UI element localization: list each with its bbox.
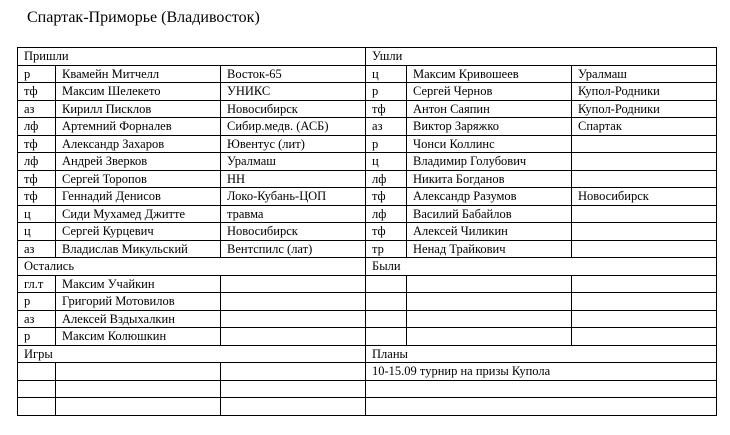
section-header-row [18, 345, 717, 363]
transfer-row [18, 223, 717, 241]
games-cell [221, 398, 366, 416]
games-cell [18, 380, 56, 398]
player-name-cell: Василий Бабайлов [407, 205, 572, 223]
club-cell [572, 310, 717, 328]
club-cell [572, 328, 717, 346]
club-cell: Уралмаш [221, 153, 366, 171]
position-cell: ц [366, 153, 407, 171]
position-cell: тф [18, 83, 56, 101]
player-name-cell: Алексей Чиликин [407, 223, 572, 241]
player-name-cell: Александр Разумов [407, 188, 572, 206]
position-cell [366, 310, 407, 328]
transfer-row [18, 83, 717, 101]
club-cell [572, 153, 717, 171]
player-name-cell: Геннадий Денисов [56, 188, 221, 206]
club-cell: Сибир.медв. (АСБ) [221, 118, 366, 136]
player-name-cell: Григорий Мотовилов [56, 293, 221, 311]
player-name-cell: Квамейн Митчелл [56, 65, 221, 83]
position-cell [366, 275, 407, 293]
player-name-cell: Владимир Голубович [407, 153, 572, 171]
position-cell: тф [366, 100, 407, 118]
position-cell: лф [18, 153, 56, 171]
transfer-row [18, 240, 717, 258]
club-cell [572, 275, 717, 293]
player-name-cell: Александр Захаров [56, 135, 221, 153]
player-name-cell: Владислав Микульский [56, 240, 221, 258]
position-cell: тф [18, 170, 56, 188]
player-name-cell: Антон Саяпин [407, 100, 572, 118]
games-cell [56, 398, 221, 416]
roster-row [18, 275, 717, 293]
player-name-cell: Алексей Вздыхалкин [56, 310, 221, 328]
plan-item [366, 398, 717, 416]
player-name-cell [407, 293, 572, 311]
club-cell [572, 293, 717, 311]
club-cell [221, 275, 366, 293]
position-cell: аз [366, 118, 407, 136]
section-header-were: Были [366, 258, 717, 276]
club-cell [221, 328, 366, 346]
club-cell [572, 240, 717, 258]
transfer-row [18, 118, 717, 136]
club-cell: Локо-Кубань-ЦОП [221, 188, 366, 206]
transfer-row [18, 170, 717, 188]
club-cell: Купол-Родники [572, 100, 717, 118]
transfer-row [18, 153, 717, 171]
position-cell: р [18, 328, 56, 346]
games-cell [18, 363, 56, 381]
player-name-cell: Максим Кривошеев [407, 65, 572, 83]
transfer-row [18, 135, 717, 153]
club-cell: Уралмаш [572, 65, 717, 83]
position-cell: тр [366, 240, 407, 258]
club-cell [572, 223, 717, 241]
position-cell: р [18, 293, 56, 311]
club-cell [572, 170, 717, 188]
position-cell: р [366, 135, 407, 153]
club-cell: Восток-65 [221, 65, 366, 83]
section-header-row [18, 258, 717, 276]
club-cell: Спартак [572, 118, 717, 136]
position-cell: гл.т [18, 275, 56, 293]
roster-row [18, 310, 717, 328]
player-name-cell: Андрей Зверков [56, 153, 221, 171]
games-cell [18, 398, 56, 416]
club-cell: УНИКС [221, 83, 366, 101]
position-cell: лф [18, 118, 56, 136]
section-header-row [18, 48, 717, 66]
player-name-cell: Ненад Трайкович [407, 240, 572, 258]
position-cell: лф [366, 170, 407, 188]
position-cell: тф [18, 135, 56, 153]
games-cell [221, 363, 366, 381]
club-cell: травма [221, 205, 366, 223]
player-name-cell: Максим Шелекето [56, 83, 221, 101]
position-cell: аз [18, 100, 56, 118]
position-cell: лф [366, 205, 407, 223]
position-cell: аз [18, 240, 56, 258]
plan-item [366, 380, 717, 398]
section-header-arrived: Пришли [18, 48, 366, 66]
plans-row [18, 380, 717, 398]
section-header-plans: Планы [366, 345, 717, 363]
position-cell: тф [18, 188, 56, 206]
roster-table [17, 47, 717, 416]
section-header-stayed: Остались [18, 258, 366, 276]
roster-row [18, 293, 717, 311]
transfer-row [18, 100, 717, 118]
player-name-cell: Кирилл Писклов [56, 100, 221, 118]
games-cell [56, 363, 221, 381]
player-name-cell: Сергей Курцевич [56, 223, 221, 241]
player-name-cell [407, 328, 572, 346]
club-cell [572, 135, 717, 153]
transfer-row [18, 188, 717, 206]
plans-row [18, 398, 717, 416]
position-cell: аз [18, 310, 56, 328]
section-header-games: Игры [18, 345, 366, 363]
player-name-cell: Сергей Чернов [407, 83, 572, 101]
position-cell: тф [366, 188, 407, 206]
player-name-cell: Артемний Форналев [56, 118, 221, 136]
position-cell: тф [366, 223, 407, 241]
games-cell [221, 380, 366, 398]
club-cell [221, 310, 366, 328]
player-name-cell: Максим Колюшкин [56, 328, 221, 346]
player-name-cell: Чонси Коллинс [407, 135, 572, 153]
position-cell: ц [18, 205, 56, 223]
club-cell: Купол-Родники [572, 83, 717, 101]
player-name-cell [407, 275, 572, 293]
position-cell: ц [18, 223, 56, 241]
club-cell: Новосибирск [221, 100, 366, 118]
section-header-left: Ушли [366, 48, 717, 66]
club-cell: Новосибирск [221, 223, 366, 241]
club-cell: Вентспилс (лат) [221, 240, 366, 258]
roster-row [18, 328, 717, 346]
plan-item: 10-15.09 турнир на призы Купола [366, 363, 717, 381]
position-cell [366, 328, 407, 346]
player-name-cell: Никита Богданов [407, 170, 572, 188]
player-name-cell: Максим Учайкин [56, 275, 221, 293]
player-name-cell: Виктор Заряжко [407, 118, 572, 136]
position-cell: ц [366, 65, 407, 83]
player-name-cell [407, 310, 572, 328]
club-cell [221, 293, 366, 311]
player-name-cell: Сиди Мухамед Джитте [56, 205, 221, 223]
games-cell [56, 380, 221, 398]
club-cell: Ювентус (лит) [221, 135, 366, 153]
position-cell [366, 293, 407, 311]
transfer-row [18, 65, 717, 83]
document-title: Спартак-Приморье (Владивосток) [27, 9, 260, 26]
position-cell: р [18, 65, 56, 83]
club-cell: НН [221, 170, 366, 188]
club-cell: Новосибирск [572, 188, 717, 206]
plans-row [18, 363, 717, 381]
club-cell [572, 205, 717, 223]
position-cell: р [366, 83, 407, 101]
player-name-cell: Сергей Торопов [56, 170, 221, 188]
transfer-row [18, 205, 717, 223]
